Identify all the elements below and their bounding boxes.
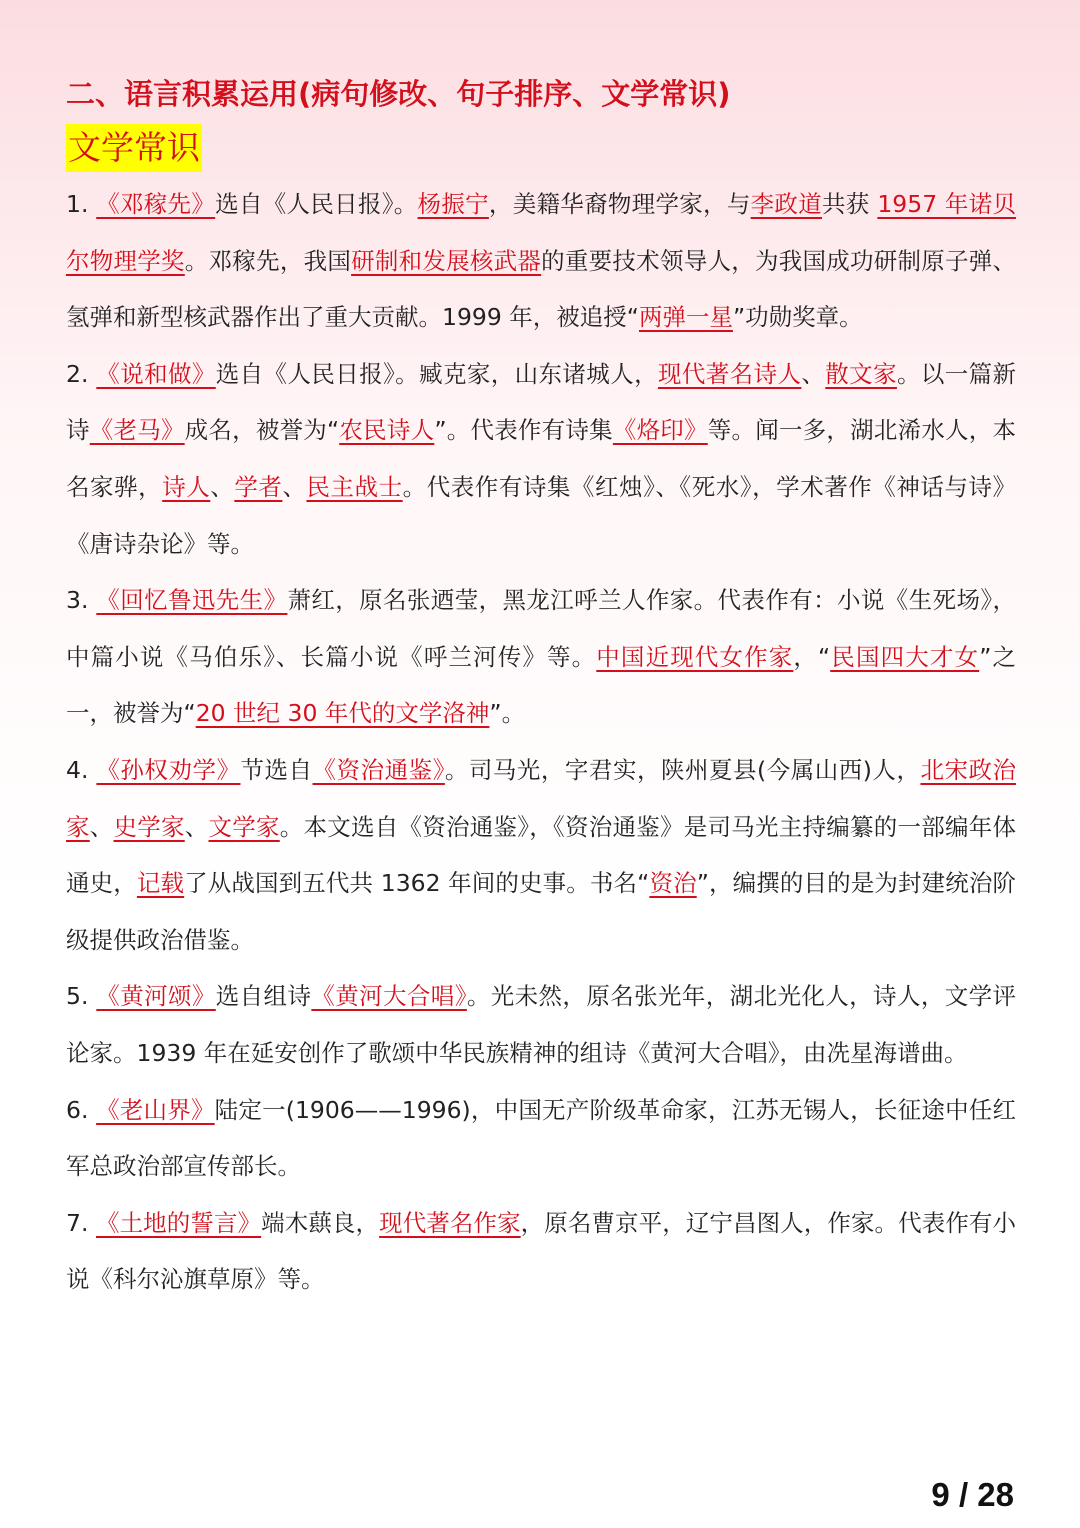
highlighted-term: 《孙权劝学》 xyxy=(96,755,241,784)
entry-text: 的重要技术领导人，为我国成功研制原子弹、氢弹和新型核武器作出了重大贡献。1999 年，被追授“ xyxy=(66,246,1017,332)
highlighted-term: 20 世纪 30 年代的文学洛神 xyxy=(195,699,490,728)
highlighted-term: 两弹一星 xyxy=(638,303,733,332)
highlighted-term: 现代著名诗人 xyxy=(658,359,802,388)
entry-text: 了从战国到五代共 1362 年间的史事。书名“ xyxy=(184,869,650,898)
entry-text: 选自《人民日报》。 xyxy=(215,190,418,218)
literature-entry-7 xyxy=(66,1195,1016,1308)
entry-text: 7. xyxy=(66,1208,96,1237)
entry-text: 选自《人民日报》。臧克家，山东诸城人， xyxy=(215,359,658,388)
entry-text: 、 xyxy=(282,472,307,501)
entry-text: 4. xyxy=(66,755,97,784)
highlighted-term: 杨振宁 xyxy=(417,190,489,218)
entry-text: 、 xyxy=(210,472,235,501)
entry-text: ”。 xyxy=(489,699,526,728)
highlighted-term: 现代著名作家 xyxy=(379,1208,521,1237)
highlighted-term: 民主战士 xyxy=(306,472,403,501)
highlighted-term: 中国近现代女作家 xyxy=(596,642,794,671)
entry-text: 选自组诗 xyxy=(215,982,312,1011)
highlighted-term: 农民诗人 xyxy=(339,416,435,445)
entry-text: 。司马光，字君实，陕州夏县(今属山西)人， xyxy=(444,755,921,784)
highlighted-term: 《土地的誓言》 xyxy=(95,1208,262,1237)
highlighted-term: 《黄河大合唱》 xyxy=(311,982,467,1011)
highlighted-term: 《邓稼先》 xyxy=(96,190,216,218)
entry-text: ，原名曹京平，辽宁昌图人，作家。代表作有小说《科尔沁旗草原》等。 xyxy=(66,1208,1017,1294)
entry-text: 端木蕻良， xyxy=(261,1208,380,1237)
highlighted-term: 北宋政治家 xyxy=(66,755,1017,841)
entry-text: 6. xyxy=(66,1095,97,1124)
highlighted-term: 民国四大才女 xyxy=(830,642,980,671)
literature-entry-3 xyxy=(66,572,1016,742)
page-number: 9 / 28 xyxy=(931,1476,1014,1513)
entry-text: 陆定一(1906——1996)，中国无产阶级革命家，江苏无锡人，长征途中任红军总政治部宣传部长。 xyxy=(66,1095,1016,1181)
highlighted-term: 研制和发展核武器 xyxy=(351,246,542,275)
entry-text: 节选自 xyxy=(240,755,313,784)
section-title: 二、语言积累运用(病句修改、句子排序、文学常识) xyxy=(66,77,731,111)
highlighted-term: 《黄河颂》 xyxy=(96,982,216,1011)
highlighted-term: 学者 xyxy=(234,472,283,501)
entry-text: 、 xyxy=(89,812,114,841)
entry-text: 。本文选自《资治通鉴》，《资治通鉴》是司马光主持编纂的一部编年体通史， xyxy=(66,812,1016,898)
entry-text: 、 xyxy=(184,812,209,841)
document-page xyxy=(66,70,1016,1308)
entry-text: 、 xyxy=(801,359,826,388)
entry-text: 2. xyxy=(66,359,97,388)
entry-text: ，美籍华裔物理学家，与 xyxy=(488,190,751,218)
entry-text: 1. xyxy=(66,190,97,218)
entry-text: 5. xyxy=(66,982,97,1011)
highlighted-term: 1957 年诺贝尔物理学奖 xyxy=(66,190,1017,275)
literature-entry-1 xyxy=(66,176,1016,346)
entry-text: 等。闻一多，湖北浠水人，本名家骅， xyxy=(66,416,1017,501)
entry-text: 共获 xyxy=(822,190,878,218)
highlighted-term: 记载 xyxy=(136,869,185,898)
entry-text: 成名，被誉为“ xyxy=(184,416,340,445)
subtitle-highlight: 文学常识 xyxy=(66,124,202,172)
entry-text: ”，编撰的目的是为封建统治阶级提供政治借鉴。 xyxy=(66,869,1017,954)
highlighted-term: 《说和做》 xyxy=(96,359,216,388)
highlighted-term: 《烙印》 xyxy=(612,416,708,445)
highlighted-term: 诗人 xyxy=(162,472,211,501)
literature-entry-6 xyxy=(66,1082,1016,1195)
entry-list xyxy=(66,176,1016,1308)
highlighted-term: 资治 xyxy=(649,869,697,898)
entry-text: ”功勋奖章。 xyxy=(732,303,863,332)
entry-text: 。代表作有诗集《红烛》、《死水》，学术著作《神话与诗》《唐诗杂论》等。 xyxy=(66,472,1017,558)
entry-text: 。以一篇新诗 xyxy=(66,359,1017,445)
highlighted-term: 《回忆鲁迅先生》 xyxy=(96,586,288,615)
entry-text: ”之一，被誉为“ xyxy=(66,642,1016,728)
entry-text: 萧红，原名张迺莹，黑龙江呼兰人作家。代表作有：小说《生死场》，中篇小说《马伯乐》、长篇小说《呼兰河传》等。 xyxy=(66,586,1017,671)
literature-entry-2 xyxy=(66,346,1016,572)
highlighted-term: 散文家 xyxy=(825,359,897,388)
entry-text: 。邓稼先，我国 xyxy=(184,246,352,275)
highlighted-term: 《资治通鉴》 xyxy=(312,755,445,784)
entry-text: ”。代表作有诗集 xyxy=(434,416,613,445)
entry-text: 3. xyxy=(66,586,97,615)
highlighted-term: 文学家 xyxy=(208,812,280,841)
entry-text: 。光未然，原名张光年，湖北光化人，诗人，文学评论家。1939 年在延安创作了歌颂中华民族精神的组诗《黄河大合唱》，由冼星海谱曲。 xyxy=(66,982,1017,1067)
highlighted-term: 史学家 xyxy=(113,812,185,841)
entry-text: ，“ xyxy=(793,642,831,671)
highlighted-term: 《老山界》 xyxy=(96,1095,215,1124)
highlighted-term: 《老马》 xyxy=(89,416,185,445)
literature-entry-5 xyxy=(66,968,1016,1081)
highlighted-term: 李政道 xyxy=(750,190,822,218)
literature-entry-4 xyxy=(66,742,1016,968)
